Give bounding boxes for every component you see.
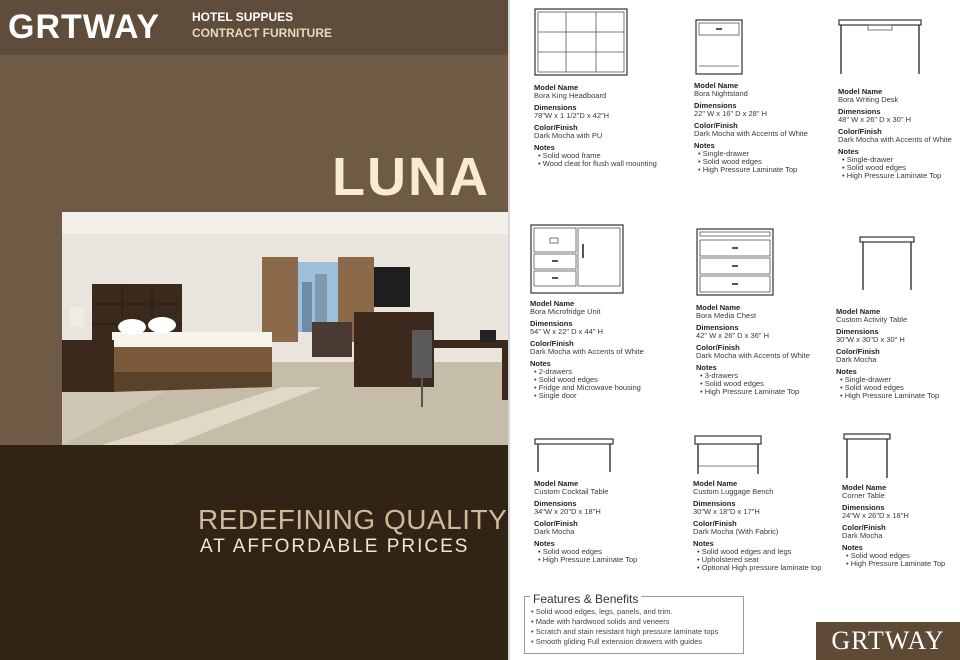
dimensions-label: Dimensions	[534, 103, 577, 112]
feature-item: • Smooth gliding Full extension drawers with guides	[531, 637, 743, 647]
product-card	[838, 18, 953, 180]
finish-value: Dark Mocha with Accents of White	[838, 135, 952, 144]
nightstand-drawing	[694, 18, 744, 76]
note-item: • Single-drawer	[842, 156, 953, 164]
note-item: • Single-drawer	[698, 150, 834, 158]
model-name: Bora Media Chest	[696, 311, 757, 320]
finish-value: Dark Mocha	[534, 527, 575, 536]
model-label: Model Name	[838, 87, 883, 96]
dimensions-value: 30"W x 18"D x 17"H	[693, 507, 760, 516]
note-item: • Fridge and Microwave housing	[534, 384, 670, 392]
note-item: • Wood cleat for flush wall mounting	[538, 160, 674, 168]
dimensions-value: 22" W x 16" D x 28" H	[694, 109, 768, 118]
model-name: Bora Writing Desk	[838, 95, 899, 104]
slogan-line-1: REDEFINING QUALITY	[198, 504, 508, 535]
notes-label: Notes	[534, 539, 555, 548]
product-card	[530, 224, 670, 400]
note-item: • High Pressure Laminate Top	[700, 388, 836, 396]
finish-label: Color/Finish	[696, 343, 740, 352]
note-item: • Single-drawer	[840, 376, 954, 384]
note-item: • Solid wood frame	[538, 152, 674, 160]
notes-label: Notes	[530, 359, 551, 368]
dimensions-value: 42" W x 26" D x 36" H	[696, 331, 770, 340]
feature-item: • Scratch and stain resistant high pressure laminate tops	[531, 627, 743, 637]
dimensions-value: 78"W x 1 1/2"D x 42"H	[534, 111, 610, 120]
model-label: Model Name	[534, 83, 579, 92]
model-label: Model Name	[696, 303, 741, 312]
brand-tagline-1: HOTEL SUPPUES	[192, 10, 294, 24]
notes-label: Notes	[696, 363, 717, 372]
finish-label: Color/Finish	[694, 121, 738, 130]
notes-label: Notes	[838, 147, 859, 156]
note-item: • 3-drawers	[700, 372, 836, 380]
headboard-drawing	[534, 8, 628, 76]
activity-table-drawing	[836, 236, 920, 292]
dimensions-label: Dimensions	[530, 319, 573, 328]
model-name: Custom Activity Table	[836, 315, 908, 324]
note-item: • Solid wood edges	[534, 376, 670, 384]
dimensions-label: Dimensions	[694, 101, 737, 110]
finish-value: Dark Mocha	[842, 531, 883, 540]
note-item: • Solid wood edges	[840, 384, 954, 392]
dimensions-label: Dimensions	[696, 323, 739, 332]
hotel-room-photo	[62, 212, 508, 445]
model-name: Bora King Headboard	[534, 91, 607, 100]
note-item: • High Pressure Laminate Top	[840, 392, 954, 400]
note-item: • Solid wood edges	[700, 380, 836, 388]
note-item: • Solid wood edges	[846, 552, 956, 560]
finish-value: Dark Mocha	[836, 355, 877, 364]
product-card	[842, 432, 956, 568]
brand-tagline-2: CONTRACT FURNITURE	[192, 26, 332, 40]
model-name: Bora Nightstand	[694, 89, 748, 98]
media-chest-drawing	[696, 228, 774, 296]
corner-table-drawing	[842, 432, 892, 480]
luggage-bench-drawing	[693, 434, 763, 476]
dimensions-label: Dimensions	[836, 327, 879, 336]
model-label: Model Name	[842, 483, 887, 492]
microfridge-drawing	[530, 224, 624, 294]
product-card	[694, 18, 834, 174]
finish-label: Color/Finish	[836, 347, 880, 356]
notes-label: Notes	[842, 543, 863, 552]
finish-label: Color/Finish	[534, 519, 578, 528]
feature-item: • Made with hardwood solids and veneers	[531, 617, 743, 627]
product-card	[836, 236, 954, 400]
model-name: Custom Luggage Bench	[693, 487, 774, 496]
writing-desk-drawing	[838, 18, 922, 76]
model-name: Custom Cocktail Table	[534, 487, 609, 496]
footer-brand-logo: GRTWAY	[816, 622, 960, 660]
cocktail-table-drawing	[534, 438, 614, 474]
finish-label: Color/Finish	[842, 523, 886, 532]
model-label: Model Name	[530, 299, 575, 308]
finish-label: Color/Finish	[838, 127, 882, 136]
notes-label: Notes	[836, 367, 857, 376]
note-item: • Single door	[534, 392, 670, 400]
note-item: • Solid wood edges and legs	[697, 548, 843, 556]
note-item: • High Pressure Laminate Top	[698, 166, 834, 174]
product-card	[534, 438, 674, 564]
notes-label: Notes	[693, 539, 714, 548]
finish-label: Color/Finish	[530, 339, 574, 348]
model-name: Corner Table	[842, 491, 885, 500]
dimensions-value: 54" W x 22" D x 44" H	[530, 327, 604, 336]
model-label: Model Name	[836, 307, 881, 316]
collection-title: LUNA	[332, 147, 490, 207]
note-item: • 2-drawers	[534, 368, 670, 376]
product-card	[534, 8, 674, 168]
dimensions-value: 24"W x 26"D x 18"H	[842, 511, 909, 520]
finish-value: Dark Mocha with PU	[534, 131, 603, 140]
model-name: Bora Microfridge Unit	[530, 307, 601, 316]
note-item: • High Pressure Laminate Top	[842, 172, 953, 180]
features-title: Features & Benefits	[530, 592, 641, 606]
model-label: Model Name	[534, 479, 579, 488]
feature-item: • Solid wood edges, legs, panels, and trim.	[531, 607, 743, 617]
finish-label: Color/Finish	[693, 519, 737, 528]
finish-value: Dark Mocha (With Fabric)	[693, 527, 779, 536]
notes-label: Notes	[534, 143, 555, 152]
product-card	[696, 228, 836, 396]
dimensions-value: 48" W x 26" D x 30" H	[838, 115, 912, 124]
dimensions-label: Dimensions	[534, 499, 577, 508]
model-label: Model Name	[694, 81, 739, 90]
note-item: • High Pressure Laminate Top	[846, 560, 956, 568]
notes-label: Notes	[694, 141, 715, 150]
dimensions-label: Dimensions	[842, 503, 885, 512]
dimensions-label: Dimensions	[838, 107, 881, 116]
finish-value: Dark Mocha with Accents of White	[696, 351, 810, 360]
note-item: • Optional High pressure laminate top	[697, 564, 843, 572]
slogan-line-2: AT AFFORDABLE PRICES	[200, 536, 470, 557]
note-item: • Solid wood edges	[842, 164, 953, 172]
finish-value: Dark Mocha with Accents of White	[530, 347, 644, 356]
note-item: • Solid wood edges	[698, 158, 834, 166]
dimensions-label: Dimensions	[693, 499, 736, 508]
note-item: • Solid wood edges	[538, 548, 674, 556]
brand-logo: GRTWAY	[8, 8, 161, 46]
finish-label: Color/Finish	[534, 123, 578, 132]
product-card	[693, 434, 843, 572]
note-item: • Upholstered seat	[697, 556, 843, 564]
finish-value: Dark Mocha with Accents of White	[694, 129, 808, 138]
model-label: Model Name	[693, 479, 738, 488]
dimensions-value: 30"W x 30"D x 30" H	[836, 335, 905, 344]
note-item: • High Pressure Laminate Top	[538, 556, 674, 564]
dimensions-value: 34"W x 20"D x 18"H	[534, 507, 601, 516]
